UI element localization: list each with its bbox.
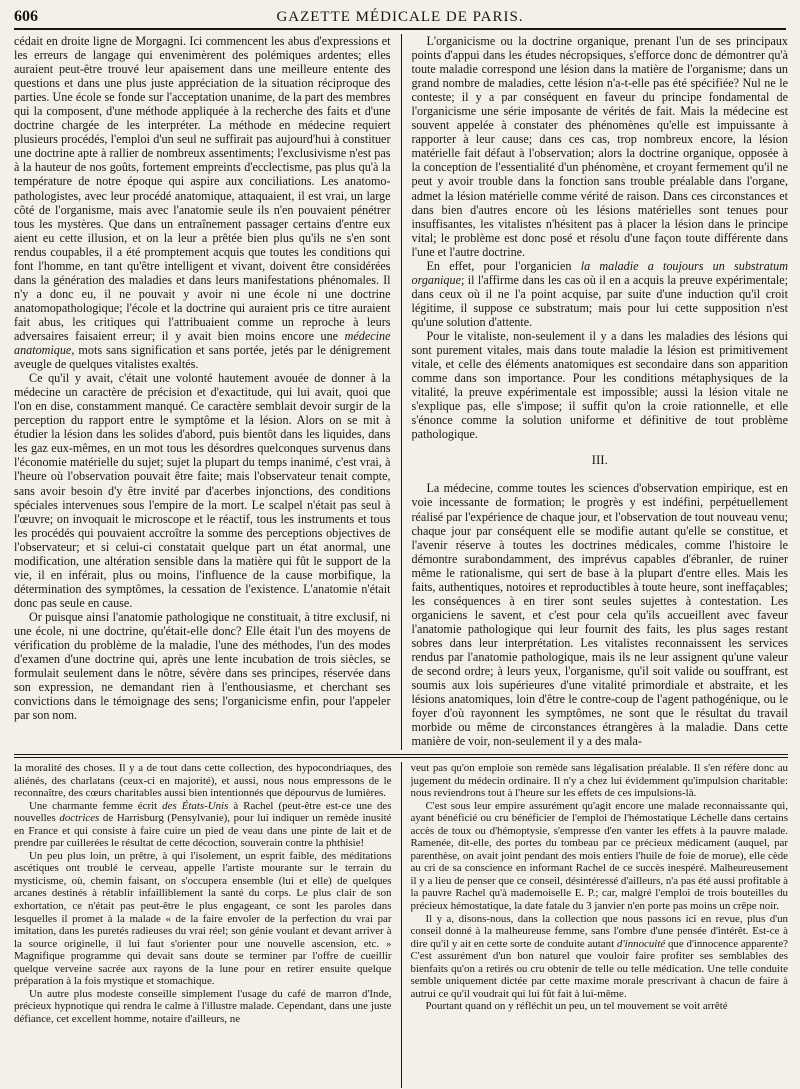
paragraph: Il y a, disons-nous, dans la collection que nous passons ici en revue, plus d'un conseil donné à la malheureuse femme, sans l'ombre d'une pensée d'intérêt. Est-ce à dire qu'il y ait en cette sorte de conduite autant d'innocuité que d'innocence apparente? C'est assurément d'un bon naturel que vouloir faire profiter ses semblables des bienfaits qu'on a retirés ou cru obtenir de telle ou telle médication. Une telle conduite semble uniquement dictée par cette maxime morale prescrivant à chacun de faire à autrui ce qu'il voudrait qui lui fût fait à lui-même. — [410, 912, 788, 1000]
page-header — [14, 6, 786, 30]
paragraph: Un autre plus modeste conseille simplement l'usage du café de marron d'Inde, précieux hypnotique qui rendra le calme à l'illustre malade. Cependant, dans une juste défiance, cet excellent homme, notaire d'ailleurs, ne — [14, 987, 392, 1025]
paragraph: Un peu plus loin, un prêtre, à qui l'isolement, un esprit faible, des méditations ascétiques ont troublé le cerveau, appelle l'artiste mourante sur le terrain du mysticisme, où, chemin faisant, on s'occupera ensemble (lui et elle) de quelques arcanes destinés à rétablir infailliblement la santé du corps. Le plus clair de son exhortation, ce n'était pas peut-être le plus engageant, ce sont les paroles dans lesquelles il promet à la malade « de la faire envoler de la perfection du vrai par imitation, dans les puretés radieuses du vrai réel; son génie voulant et devant arriver à la source originelle, il lui faut s'orienter pour une nouvelle ascension, etc. » Magnifique programme qui devait sans doute se terminer par l'offre de cueillir quelque verveine sacrée aux rayons de la lune pour en retirer ensuite quelque préparation à la fois mystique et stomachique. — [14, 849, 392, 988]
main-article — [14, 34, 788, 750]
paragraph: Une charmante femme écrit des États-Unis à Rachel (peut-être est-ce une des nouvelles doctrices de Harrisburg (Pensylvanie), pour lui indiquer un remède inusité en France et qui consiste à faire cuire un pied de veau dans une pinte de lait et de prendre par cuillerées le résultat de cette décoction, souverain contre la phthisie! — [14, 799, 392, 850]
left-column — [14, 34, 391, 750]
emphasis-text: d'innocuité — [616, 937, 666, 950]
paragraph: C'est sous leur empire assurément qu'agit encore une malade reconnaissante qui, ayant bénéficié ou cru bénéficier de l'emploi de l'hémostatique Léchelle dans certains accès de toux ou d'hémoptysie, s'empresse d'en vanter les effets à la pauvre malade. Ramenée, dit-elle, des portes du tombeau par ce précieux médicament (auquel, par parenthèse, on avait joint pendant des mois entiers l'huile de foie de morue), elle cède au cri de sa conscience en informant Rachel de ce succès inespéré. Malheureusement il y a lieu de penser que ce conseil, désintéressé d'ailleurs, n'a pas été aussi profitable à la pauvre Rachel qu'à mademoiselle E. P.; car, malgré l'emploi de trois bouteilles du précieux hémostatique, la date fatale du 3 janvier n'en porte pas moins un crêpe noir. — [410, 799, 788, 913]
emphasis-text: la maladie a toujours un substratum organique — [411, 258, 788, 287]
paragraph: la moralité des choses. Il y a de tout dans cette collection, des hypocondriaques, des aliénés, des charlatans (ceux-ci en majorité), et aussi, nous nous empressons de le reconnaître, des cœurs charitables aussi bien intentionnés que dépourvus de lumières. — [14, 762, 392, 800]
column-divider — [401, 762, 402, 1088]
feuilleton — [14, 762, 788, 1088]
emphasis-text: des États-Unis — [162, 799, 229, 812]
paragraph: La médecine, comme toutes les sciences d'observation empirique, est en voie incessante de formation; le progrès y est indéfini, perpétuellement réalisé par l'expérience de chaque jour, et l'observation de tout nouveau venu; chaque jour par conséquent elle se modifie autant qu'elle se constitue, et l'avenir réserve à toutes les doctrines médicales, comme l'histoire le démontre surabondamment, des imprévus capables d'ébranler, de ruiner même le rationalisme, qui sert de base à la plupart d'entre elles. Mais les faits, authentiques, notoires et reproductibles à toute heure, sont ineffaçables; les conséquences à en tirer sont seules sujettes à contestation. Les organiciens le savent, et c'est pour cela qu'ils accueillent avec faveur l'anatomie pathologique qui leur fournit des faits, les plus sages restant sobres dans leur interprétation. Les vitalistes reconnaissent les services rendus par l'anatomie pathologique, mais ils ne leur assignent qu'une valeur de second ordre; à leurs yeux, l'organisme, qu'il soit valide ou souffrant, est soumis aux lois supérieures d'une vitalité primordiale et abstraite, et les lésions anatomiques, loin d'être le contre-coup de l'agent pathogénique, ou le foyer d'où rayonnent les symptômes, ne sont que le résultat du travail morbide ou même de circonstances étrangères à la maladie. Dans cette manière de voir, non-seulement il y a des mala- — [411, 481, 788, 749]
paragraph: Pour le vitaliste, non-seulement il y a dans les maladies des lésions qui sont purement vitales, mais dans toute maladie la lésion est primitivement vitale, et celle des éléments anatomiques est secondaire dans son apparition comme dans son importance. Pour les conditions métaphysiques de la vitalité, la preuve expérimentale est impossible; aussi la lésion vitale ne s'explique pas, elle s'impose; il suffit qu'on la croie rationnelle, et elle s'énonce comme la solution uniforme et définitive de tout problème pathologique. — [411, 328, 788, 442]
right-column — [412, 34, 789, 750]
section-number: III. — [591, 452, 608, 468]
emphasis-text: médecine anatomique — [14, 328, 391, 358]
journal-title: GAZETTE MÉDICALE DE PARIS. — [276, 8, 524, 25]
bottom-right-column — [411, 762, 789, 1088]
paragraph: Pourtant quand on y réfléchit un peu, un tel mouvement se voit arrêté — [425, 1000, 728, 1013]
page-number: 606 — [14, 8, 38, 25]
emphasis-text: doctrices — [59, 812, 100, 825]
bottom-left-column — [14, 762, 392, 1088]
column-divider — [401, 34, 402, 750]
paragraph: Ce qu'il y avait, c'était une volonté hautement avouée de donner à la médecine un caractère de précision et d'exactitude, qui lui avait, quoi que l'on en dise, constamment manqué. Ce caractère semblait devoir surgir de la perception du rapport entre le symptôme et la lésion. Alors on se mit à étudier la lésion dans les solides d'abord, puis bientôt dans les liquides, dans les gaz eux-mêmes, en un mot tous les désordres quelconques survenus dans l'économie matérielle du sujet; sujet la plupart du temps inanimé, c'est vrai, à l'heure où l'observation pouvait être faite; mais l'observateur tenait compte, sans avoir besoin d'y être invité par d'acerbes injonctions, des conditions spéciales intervenues sous l'empire de la mort. Le scalpel n'était pas seul à l'œuvre; on invoquait le microscope et le réactif, tous les instruments et tous les procédés qui pouvaient accroître la somme des perceptions objectives de l'observateur; et si celui-ci constatait quelque part un état anormal, une modification, une altération sensible dans la matière qui fût le support de la vie, il en inférait, plus ou moins, l'influence de la cause morbifique, la détermination des symptômes, la cessation de l'existence. L'anatomie n'était donc pas seule en cause. — [14, 371, 391, 610]
paragraph: Or puisque ainsi l'anatomie pathologique ne constituait, à titre exclusif, ni une école, ni une doctrine, qu'était-elle donc? Elle était l'un des moyens de vérification du problème de la maladie, l'une des méthodes, l'un des modes d'examen d'une doctrine qui, après une lente incubation de trois siècles, se formulait seulement dans le nôtre, sévère dans ses principes, réservée dans son expression, ne demandant rien à l'enthousiasme, et cherchant ses convictions dans le témoignage des sens; l'organicisme enfin, pour l'appeler par son nom. — [14, 609, 391, 723]
feuilleton-divider — [14, 754, 788, 758]
paragraph: L'organicisme ou la doctrine organique, prenant l'un de ses principaux points d'appui dans les études nécropsiques, s'efforce donc de démontrer qu'à toute maladie correspond une lésion dans la matière de l'organisme; dans un grand nombre de maladies, cette lésion n'a-t-elle pas été spécifiée? Nul ne le conteste; il y a par conséquent en faveur du principe fondamental de l'organicisme une série imposante de vérités de fait. Mais la médecine est souvent appelée à constater des phénomènes qu'elle est impuissante à rapporter à leur cause; dans ces cas, trop nombreux encore, la lésion matérielle fait défaut à l'observation; alors la doctrine organique, opposée à la conception de l'essentialité d'un phénomène, et croyant fermement qu'il ne peut y avoir trouble dans la fonction sans trouble préalable dans l'organe, admet la lésion matérielle comme vérité de raison. Dans ces circonstances et dans bien d'autres encore où les lésions matérielles sont tenues pour insuffisantes, les vitalistes n'hésitent pas à placer la lésion dans le principe vital; le problème est donc posé et résolu d'une façon toute différente dans l'une et l'autre doctrine. — [411, 34, 788, 259]
paragraph: En effet, pour l'organicien la maladie a toujours un substratum organique; il l'affirme dans les cas où il en a acquis la preuve expérimentale; dans ceux où il ne l'a point acquise, par suite d'une induction qu'il croit légitime, il suppose ce substratum; mais pour lui cette supposition n'est qu'une solution d'attente. — [411, 258, 788, 329]
paragraph: cédait en droite ligne de Morgagni. Ici commencent les abus d'expressions et les erreurs de langage qui envenimèrent des polémiques ardentes; elles auraient peut-être trouvé leur apaisement dans une meilleure entente des questions et dans une plus juste appréciation de la situation réciproque des parties. Une école se fonde sur l'acceptation unanime, de la part des membres qui la composent, d'une méthode appliquée à la recherche des faits et d'une doctrine chargée de les interpréter. La méthode en médecine requiert plusieurs procédés, l'emploi d'un seul ne suffirait pas aujourd'hui à constituer une doctrine apte à rallier de nombreux assentiments; l'exclusivisme n'est pas à la hauteur de nos goûts, fortement empreints d'ecclectisme, pas plus qu'à la température de notre époque qui aspire aux conciliations. Les anatomo-pathologistes, avec leur procédé anatomique, attaquaient, il est vrai, un large côté de l'organisme, mais avec l'anatomie seule ils n'en pouvaient pénétrer tous les mystères. Que dans un entraînement passager certains d'entre eux aient eu cette illusion, et on la leur a prêtée bien plus qu'ils ne s'en sont rendus coupables, il a été promptement acquis que toutes les conditions qui font l'homme, en tant qu'être intelligent et vivant, doivent être considérées dans la génération des maladies et dans leurs manifestations phénomales. Il n'y a donc eu, il ne pouvait y avoir ni une école ni une doctrine anatomopathologique; l'école et la doctrine qui auraient pris ce titre auraient fait abus, les critiques qui l'attribuaient comme un reproche à leurs adversaires faisaient erreur; il y avait bien moins encore une médecine anatomique, mots sans signification et sans portée, jetés par le dénigrement aveugle de quelques vitalistes exaltés. — [14, 34, 391, 372]
paragraph: veut pas qu'on emploie son remède sans légalisation préalable. Il s'en réfère donc au jugement du médecin ordinaire. Il n'y a chez lui évidemment qu'impulsion charitable: nous reviendrons tout à l'heure sur les effets de ces impulsions-là. — [410, 762, 788, 800]
